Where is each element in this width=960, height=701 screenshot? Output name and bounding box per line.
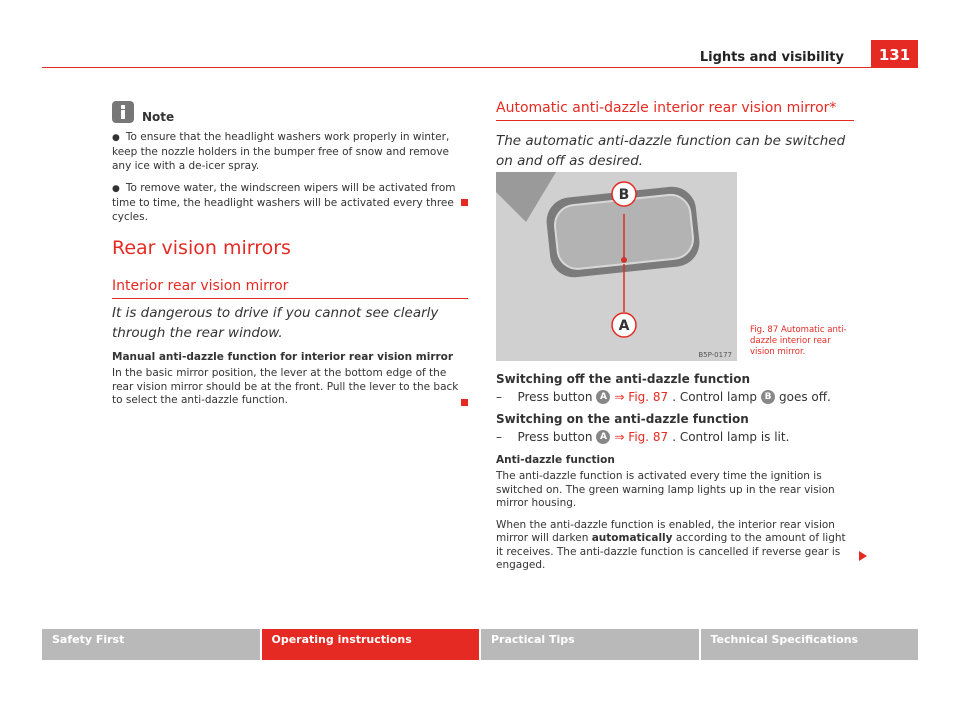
tab-safety-first[interactable]: Safety First [42, 629, 260, 660]
footer-tabs [42, 629, 918, 660]
end-mark-icon [461, 399, 468, 406]
step2: – Press button A ⇒ Fig. 87 . Control lamp is lit. [496, 430, 790, 444]
section-title: Rear vision mirrors [112, 237, 291, 259]
button-a-icon: A [596, 390, 610, 404]
subsection-title: Interior rear vision mirror [112, 278, 468, 299]
figure-mirror [496, 172, 737, 361]
left-column [112, 100, 468, 406]
tab-technical-specifications[interactable]: Technical Specifications [701, 629, 919, 660]
lamp-b-icon: B [761, 390, 775, 404]
right-column [496, 100, 854, 571]
end-mark-icon [461, 199, 468, 206]
button-a-icon: A [596, 430, 610, 444]
function-heading: Anti-dazzle function [496, 454, 615, 466]
step2-heading: Switching on the anti-dazzle function [496, 412, 749, 426]
intro-text-right: The automatic anti-dazzle function can be switched on and off as desired. [496, 133, 846, 169]
note-bullet: ● To remove water, the windscreen wipers will be activated from time to time, the headlight washers will be activated every three cycles. [112, 181, 468, 224]
figure-caption: Fig. 87 Automatic anti-dazzle interior rear vision mirror. [750, 325, 847, 357]
note-bullet: ● To ensure that the headlight washers work properly in winter, keep the nozzle holders in the bumper free of snow and remove any ice with a de-icer spray. [112, 131, 450, 172]
step1-heading: Switching off the anti-dazzle function [496, 372, 751, 386]
step1: – Press button A ⇒ Fig. 87 . Control lamp B goes off. [496, 390, 831, 404]
function-paragraph: The anti-dazzle function is activated every time the ignition is switched on. The green warning lamp lights up in the rear vision mirror housing. [496, 470, 835, 509]
figure-label-a: A [618, 318, 630, 334]
manual-paragraph: In the basic mirror position, the lever at the bottom edge of the rear vision mirror should be at the front. Pull the lever to the back to select the anti-dazzle function. [112, 367, 468, 408]
note-header [112, 100, 468, 124]
running-head: Lights and visibility [699, 50, 844, 65]
note-title: Note [142, 110, 175, 124]
tab-operating-instructions[interactable]: Operating instructions [262, 629, 480, 660]
header-rule [42, 67, 918, 68]
figure-code: B5P-0177 [698, 351, 732, 359]
fig-link[interactable]: ⇒ Fig. 87 [614, 390, 669, 404]
fig-link[interactable]: ⇒ Fig. 87 [614, 430, 669, 444]
intro-text: It is dangerous to drive if you cannot see clearly through the rear window. [112, 305, 439, 341]
function-paragraph-2: When the anti-dazzle function is enabled, the interior rear vision mirror will darken automatically according to the amount of light it receives. The anti-dazzle function is cancelled if reverse gear is engaged. [496, 518, 846, 571]
figure-label-b: B [618, 187, 630, 203]
section-title-right: Automatic anti-dazzle interior rear vision mirror* [496, 100, 854, 121]
page-number: 131 [871, 40, 918, 67]
manual-heading: Manual anti-dazzle function for interior rear vision mirror [112, 351, 454, 363]
info-icon [112, 101, 134, 123]
continue-arrow-icon [859, 551, 867, 561]
tab-practical-tips[interactable]: Practical Tips [481, 629, 699, 660]
